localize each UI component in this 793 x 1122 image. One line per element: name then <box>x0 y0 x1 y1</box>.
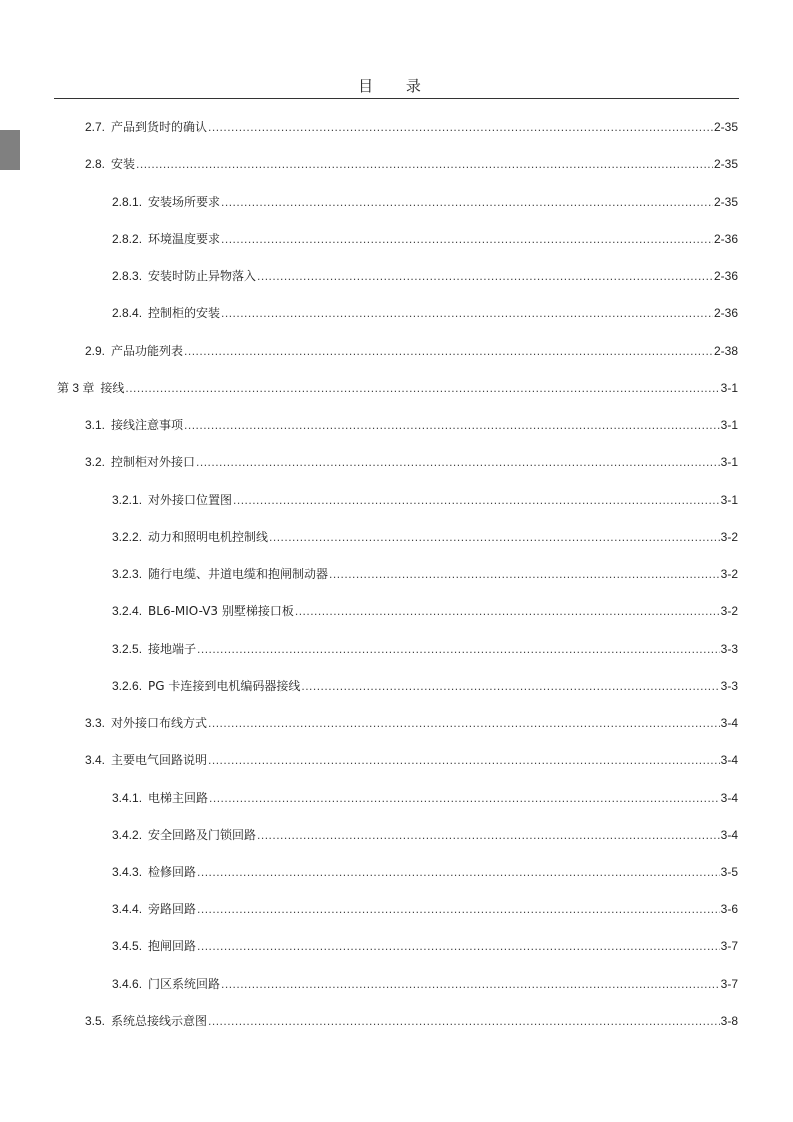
toc-leader-dots <box>295 602 720 620</box>
toc-entry-number: 2.8. <box>85 157 106 171</box>
toc-leader-dots <box>257 826 720 844</box>
toc-entry-page: 3-1 <box>720 418 738 432</box>
toc-entry-title: 控制柜对外接口 <box>111 455 196 469</box>
toc-entry-title: 门区系统回路 <box>148 977 221 991</box>
toc-entry[interactable] <box>112 900 738 918</box>
toc-entry[interactable] <box>112 528 738 546</box>
toc-entry-page: 2-36 <box>713 306 738 320</box>
toc-entry[interactable] <box>57 379 738 397</box>
toc-entry-page: 3-4 <box>720 753 738 767</box>
toc-entry-number: 第 3 章 <box>57 381 95 395</box>
toc-entry[interactable] <box>112 193 738 211</box>
toc-entry[interactable] <box>112 826 738 844</box>
toc-entry-title: 安装 <box>111 157 136 171</box>
toc-entry-title: 产品功能列表 <box>111 344 184 358</box>
toc-entry-number: 3.2.3. <box>112 567 143 581</box>
toc-leader-dots <box>184 416 720 434</box>
toc-entry-page: 3-4 <box>720 828 738 842</box>
toc-entry-page: 3-4 <box>720 716 738 730</box>
page-title: 目 录 <box>358 77 435 95</box>
toc-entry-page: 3-8 <box>720 1014 738 1028</box>
toc-entry[interactable] <box>112 565 738 583</box>
toc-leader-dots <box>221 193 713 211</box>
header-divider <box>54 98 739 99</box>
toc-leader-dots <box>221 975 720 993</box>
toc-leader-dots <box>197 937 720 955</box>
toc-entry[interactable] <box>85 342 738 360</box>
toc-entry-number: 3.4.1. <box>112 791 143 805</box>
toc-leader-dots <box>197 900 720 918</box>
toc-entry-title: PG 卡连接到电机编码器接线 <box>148 679 301 693</box>
toc-entry-page: 2-35 <box>713 195 738 209</box>
toc-entry-title: 接线注意事项 <box>111 418 184 432</box>
toc-entry-title: 检修回路 <box>148 865 197 879</box>
toc-leader-dots <box>208 714 720 732</box>
toc-entry-page: 3-2 <box>720 567 738 581</box>
toc-entry-number: 3.4.4. <box>112 902 143 916</box>
toc-entry-title: 抱闸回路 <box>148 939 197 953</box>
toc-entry-title: 接地端子 <box>148 642 197 656</box>
toc-entry[interactable] <box>112 863 738 881</box>
toc-entry-title: 接线 <box>100 381 125 395</box>
toc-leader-dots <box>233 491 720 509</box>
toc-entry-page: 2-35 <box>713 120 738 134</box>
toc-entry-page: 3-2 <box>720 530 738 544</box>
toc-leader-dots <box>197 640 720 658</box>
toc-entry-title: 动力和照明电机控制线 <box>148 530 269 544</box>
toc-entry-number: 3.5. <box>85 1014 106 1028</box>
toc-entry-page: 2-36 <box>713 269 738 283</box>
toc-leader-dots <box>208 118 713 136</box>
toc-entry-page: 3-4 <box>720 791 738 805</box>
side-tab-marker <box>0 130 20 170</box>
toc-leader-dots <box>209 789 720 807</box>
toc-entry-page: 2-38 <box>713 344 738 358</box>
toc-leader-dots <box>301 677 719 695</box>
toc-entry-title: 安装时防止异物落入 <box>148 269 257 283</box>
toc-entry-title: 安装场所要求 <box>148 195 221 209</box>
toc-entry-number: 3.4. <box>85 753 106 767</box>
toc-entry[interactable] <box>85 118 738 136</box>
toc-entry[interactable] <box>112 975 738 993</box>
toc-leader-dots <box>221 230 713 248</box>
toc-entry[interactable] <box>112 230 738 248</box>
toc-leader-dots <box>208 751 720 769</box>
toc-entry-number: 3.2.4. <box>112 604 143 618</box>
toc-entry[interactable] <box>112 304 738 322</box>
toc-entry-number: 3.2.1. <box>112 493 143 507</box>
toc-entry-number: 3.1. <box>85 418 106 432</box>
toc-leader-dots <box>197 863 720 881</box>
toc-entry-title: 对外接口位置图 <box>148 493 233 507</box>
toc-entry-title: 环境温度要求 <box>148 232 221 246</box>
toc-entry[interactable] <box>112 640 738 658</box>
toc-entry-title: 系统总接线示意图 <box>111 1014 208 1028</box>
toc-entry-title: 对外接口布线方式 <box>111 716 208 730</box>
toc-entry-page: 2-35 <box>713 157 738 171</box>
toc-entry-page: 3-1 <box>720 493 738 507</box>
toc-entry[interactable] <box>112 267 738 285</box>
toc-entry-page: 3-1 <box>720 455 738 469</box>
toc-entry-number: 2.8.3. <box>112 269 143 283</box>
toc-leader-dots <box>125 379 719 397</box>
toc-entry-number: 2.8.4. <box>112 306 143 320</box>
toc-leader-dots <box>184 342 713 360</box>
toc-entry-title: 电梯主回路 <box>148 791 209 805</box>
toc-entry[interactable] <box>85 416 738 434</box>
toc-entry-number: 2.9. <box>85 344 106 358</box>
toc-leader-dots <box>208 1012 720 1030</box>
toc-entry-number: 3.2.2. <box>112 530 143 544</box>
toc-entry-title: 控制柜的安装 <box>148 306 221 320</box>
toc-entry-number: 3.4.2. <box>112 828 143 842</box>
toc-entry-number: 3.2.5. <box>112 642 143 656</box>
toc-entry-number: 3.4.5. <box>112 939 143 953</box>
toc-entry-number: 2.8.2. <box>112 232 143 246</box>
toc-entry-title: 随行电缆、井道电缆和抱闸制动器 <box>148 567 329 581</box>
toc-entry-page: 3-7 <box>720 939 738 953</box>
toc-entry-page: 3-7 <box>720 977 738 991</box>
toc-leader-dots <box>136 155 713 173</box>
toc-entry[interactable] <box>112 602 738 620</box>
toc-entry-title: BL6-MIO-V3 别墅梯接口板 <box>148 604 294 618</box>
toc-entry-number: 3.2. <box>85 455 106 469</box>
toc-entry-page: 2-36 <box>713 232 738 246</box>
toc-entry-page: 3-3 <box>720 642 738 656</box>
toc-leader-dots <box>221 304 713 322</box>
toc-leader-dots <box>269 528 720 546</box>
toc-leader-dots <box>196 453 720 471</box>
toc-entry[interactable] <box>85 714 738 732</box>
toc-entry[interactable] <box>112 937 738 955</box>
toc-entry-page: 3-1 <box>720 381 738 395</box>
toc-leader-dots <box>257 267 713 285</box>
toc-entry-number: 2.7. <box>85 120 106 134</box>
toc-entry-number: 3.4.6. <box>112 977 143 991</box>
toc-entry-page: 3-5 <box>720 865 738 879</box>
toc-entry-title: 主要电气回路说明 <box>111 753 208 767</box>
toc-leader-dots <box>329 565 720 583</box>
toc-entry-title: 产品到货时的确认 <box>111 120 208 134</box>
toc-entry[interactable] <box>85 751 738 769</box>
toc-entry-page: 3-3 <box>720 679 738 693</box>
toc-entry[interactable] <box>112 491 738 509</box>
toc-entry[interactable] <box>85 1012 738 1030</box>
toc-entry-number: 3.3. <box>85 716 106 730</box>
toc-entry-page: 3-2 <box>720 604 738 618</box>
toc-entry-page: 3-6 <box>720 902 738 916</box>
toc-entry[interactable] <box>112 789 738 807</box>
toc-entry[interactable] <box>85 453 738 471</box>
toc-entry-title: 安全回路及门锁回路 <box>148 828 257 842</box>
toc-entry-title: 旁路回路 <box>148 902 197 916</box>
toc-entry-number: 3.4.3. <box>112 865 143 879</box>
toc-entry-number: 3.2.6. <box>112 679 143 693</box>
toc-entry[interactable] <box>85 155 738 173</box>
toc-entry-number: 2.8.1. <box>112 195 143 209</box>
toc-entry[interactable] <box>112 677 738 695</box>
